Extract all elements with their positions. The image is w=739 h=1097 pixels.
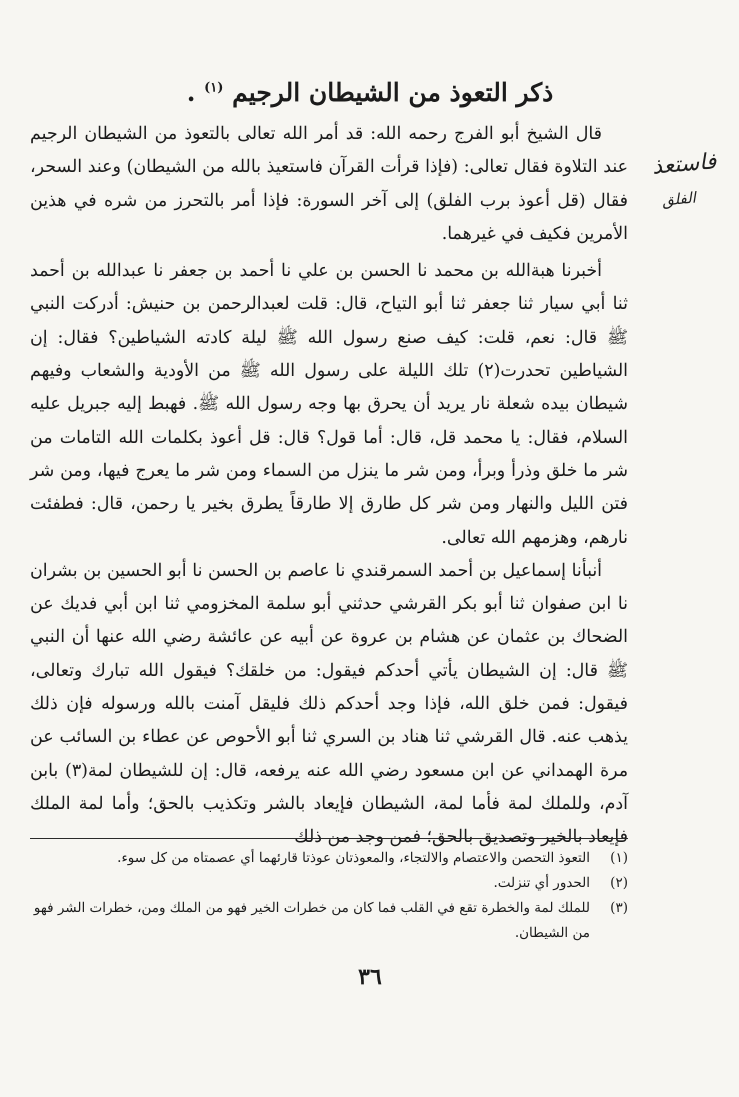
paragraph-1: قال الشيخ أبو الفرج رحمه الله: قد أمر الله تعالى بالتعوذ من الشيطان الرجيم عند التلاوة فقال تعالى: (فإذا قرأت القرآن فاستعيذ بالله من الشيطان) وعند السحر، فقال (قل أعوذ برب الفلق) إلى آخر السورة: فإذا أمر بالتحرز من شره في هذين الأمرين فكيف في غيرهما.	[30, 124, 628, 244]
chapter-title	[120, 78, 620, 107]
main-text	[30, 118, 628, 855]
footnote-separator	[30, 838, 628, 839]
footnote-text: الحدور أي تنزلت.	[493, 875, 590, 891]
paragraph-3: أنبأنا إسماعيل بن أحمد السمرقندي نا عاصم بن الحسن نا أبو الحسين بن بشران نا ابن صفوان ثنا أبو بكر القرشي حدثني أبو سلمة المخزومي ثنا ابن أبي فديك عن الضحاك بن عثمان عن هشام بن عروة عن أبيه عن عائشة رضي الله عنها أن النبي ﷺ قال: إن الشيطان يأتي أحدكم فيقول: من خلقك؟ فيقول الله تبارك وتعالى، فيقول: فمن خلق الله، فإذا وجد أحدكم ذلك فليقل آمنت بالله ورسوله فإن ذلك يذهب عنه. قال القرشي ثنا هناد بن السري ثنا أبو الأحوص عن عطاء بن السائب عن مرة الهمداني عن ابن مسعود رضي الله عنه يرفعه، قال: إن للشيطان لمة(٣) بابن آدم، وللملك لمة فأما لمة، الشيطان فإيعاد بالشر وتكذيب بالحق؛ وأما لمة الملك فإيعاد بالخير وتصديق بالحق؛ فمن وجد من ذلك	[30, 560, 629, 848]
margin-note-falaq: الفلق	[661, 188, 697, 210]
footnote-text: التعوذ التحصن والاعتصام والالتجاء، والمعوذتان عوذتا قارئهما أي عصمتاه من كل سوء.	[117, 850, 590, 866]
title-footnote-ref: (١)	[204, 80, 224, 96]
paragraph-2: أخبرنا هبةالله بن محمد نا الحسن بن علي نا أحمد بن جعفر نا عبدالله بن أحمد ثنا أبي سيار ثنا جعفر ثنا أبو التياح، قال: قلت لعبدالرحمن بن حنيش: أدركت النبي ﷺ قال: نعم، قلت: كيف صنع رسول الله ﷺ ليلة كادته الشياطين؟ فقال: إن الشياطين تحدرت(٢) تلك الليلة على رسول الله ﷺ من الأودية والشعاب وفيهم شيطان بيده شعلة نار يريد أن يحرق بها وجه رسول الله ﷺ. فهبط إليه جبريل عليه السلام، فقال: يا محمد قل، قال: أما قول؟ قال: قل أعوذ بكلمات الله التامات من شر ما خلق وذرأ وبرأ، ومن شر ما ينزل من السماء ومن شر ما يعرج فيها، ومن شر فتن الليل والنهار ومن شر كل طارق إلا طارقاً يطرق بخير يا رحمن، قال: فطفئت نارهم، وهزمهم الله تعالى.	[30, 261, 629, 548]
page-number: ٣٦	[358, 964, 382, 990]
footnote-number: (٢)	[610, 875, 628, 891]
chapter-title-text: ذكر التعوذ من الشيطان الرجيم	[232, 78, 554, 107]
margin-note-fastaidh: فاستعذ	[651, 149, 718, 180]
footnote-number: (٣)	[610, 900, 628, 916]
footnote-number: (١)	[610, 850, 628, 866]
footnotes	[30, 846, 628, 946]
title-bullet: .	[186, 78, 196, 107]
footnote-text: للملك لمة والخطرة تقع في القلب فما كان من خطرات الخير فهو من الملك ومن، خطرات الشر فهو من الشيطان.	[33, 900, 590, 941]
footnote-1	[30, 846, 628, 871]
footnote-2	[30, 871, 628, 896]
footnote-3	[30, 896, 628, 946]
